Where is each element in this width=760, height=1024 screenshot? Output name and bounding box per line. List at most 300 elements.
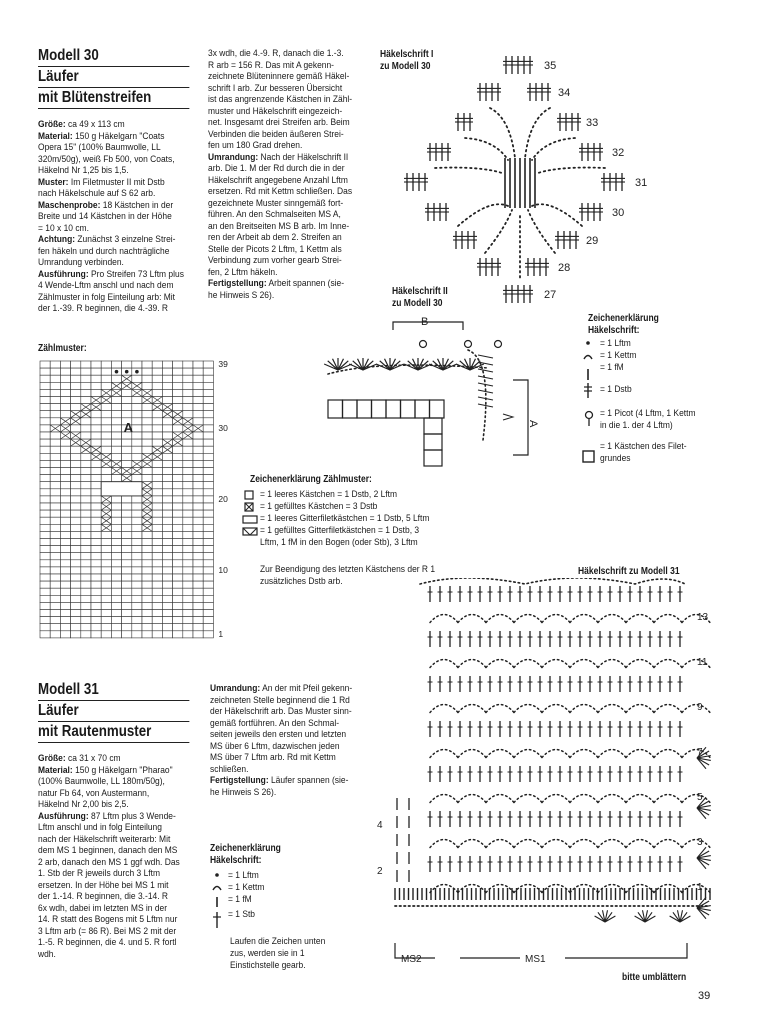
grid-cell	[91, 475, 101, 482]
grid-cell	[50, 468, 60, 475]
grid-cell	[142, 361, 152, 368]
ms2-label: MS2	[401, 954, 422, 965]
grid-cell	[122, 453, 132, 460]
grid-letter-a: A	[123, 420, 134, 435]
model30-col2-line: zeichnete Blüteninnere gemäß Häkel-	[208, 71, 350, 82]
grid-cell	[91, 631, 101, 638]
grid-cell	[101, 553, 111, 560]
model31-heading	[38, 680, 214, 743]
legend31-lftm: = 1 Lftm	[228, 870, 259, 881]
grid-cell	[183, 574, 193, 581]
grid-cell	[60, 567, 70, 574]
grid-cell	[91, 468, 101, 475]
chart1-row-number: 29	[586, 235, 599, 247]
grid-cell	[183, 624, 193, 631]
grid-cell	[173, 503, 183, 510]
chart31-row-number-left: 2	[377, 866, 383, 877]
chain-arch	[430, 615, 458, 623]
grid-cell	[111, 453, 121, 460]
grid-cell	[122, 595, 132, 602]
grid-cell	[91, 588, 101, 595]
legend-picot-2: in die 1. der 4 Lftm)	[600, 420, 673, 431]
grid-cell	[71, 567, 81, 574]
grid-cell	[193, 482, 203, 489]
filet-square	[424, 434, 442, 450]
grid-cell	[71, 468, 81, 475]
legend-dstb: = 1 Dstb	[600, 384, 632, 395]
grid-cell	[50, 482, 60, 489]
grid-cell	[50, 539, 60, 546]
legend31-note-1: Laufen die Zeichen unten	[230, 936, 326, 947]
chain-arch	[514, 660, 542, 668]
grid-cell	[162, 581, 172, 588]
grid-cell	[111, 610, 121, 617]
chain-arch	[458, 615, 486, 623]
model31-col2-line: MS über 7 Lftm arb. Rd mit Kettm	[210, 752, 336, 763]
grid-cell	[152, 602, 162, 609]
grid-cell	[203, 382, 213, 389]
model31-col1-line: 14. R statt des Bogens mit 5 Lftm nur	[38, 914, 178, 925]
grid-cell	[203, 411, 213, 418]
top-border	[420, 578, 685, 584]
grid-cell	[71, 631, 81, 638]
model30-col1-line: Zählmuster in folg Einteilung arb: Mit	[38, 291, 176, 303]
legend-zaehl-texts	[260, 489, 429, 549]
chart1-row-number: 34	[558, 87, 571, 99]
grid-cell	[193, 539, 203, 546]
legend-title-line2: Häkelschrift:	[588, 325, 640, 336]
grid-cell	[162, 375, 172, 382]
grid-cell	[81, 602, 91, 609]
legend31-stb: = 1 Stb	[228, 909, 255, 920]
grid-cell	[81, 425, 91, 432]
grid-cell	[193, 397, 203, 404]
filet-square	[328, 400, 343, 418]
chain-arc	[465, 138, 508, 160]
grid-cell	[101, 567, 111, 574]
model30-col1-line: Breite und 14 Kästchen in der Höhe	[38, 211, 172, 222]
grid-cell	[50, 382, 60, 389]
grid-cell	[122, 460, 132, 467]
grid-cell	[142, 446, 152, 453]
model30-col2-line: net. Insgesamt drei Streifen arb. Beim	[208, 117, 350, 128]
grid-cell	[50, 595, 60, 602]
chain-arch	[598, 795, 626, 803]
grid-cell	[142, 432, 152, 439]
model31-col1-line: dem MS 1 beginnen, danach den MS	[38, 845, 178, 856]
legend31-kettm: = 1 Kettm	[228, 882, 265, 893]
grid-cell	[101, 531, 111, 538]
legend-fm: = 1 fM	[600, 362, 624, 373]
chart31-title: Häkelschrift zu Modell 31	[578, 566, 680, 577]
grid-cell	[122, 581, 132, 588]
grid-cell	[71, 397, 81, 404]
grid-cell	[152, 617, 162, 624]
grid-cell	[81, 389, 91, 396]
grid-cell	[81, 588, 91, 595]
grid-cell	[152, 432, 162, 439]
grid-cell	[40, 397, 50, 404]
model30-col1-line: 4 Wende-Lftm anschl und nach dem	[38, 280, 174, 291]
model31-text-col1	[38, 753, 180, 960]
grid-cell	[162, 617, 172, 624]
grid-cell	[203, 375, 213, 382]
model31-title-line2: mit Rautenmuster	[38, 722, 189, 743]
grid-cell	[101, 368, 111, 375]
chain-arc	[532, 138, 575, 160]
grid-cell	[203, 361, 213, 368]
grid-cell	[142, 581, 152, 588]
model31-col2-line: gemäß fortführen. An den Schmal-	[210, 717, 340, 729]
grid-cell	[111, 496, 121, 503]
grid-cell	[142, 617, 152, 624]
grid-cell	[111, 574, 121, 581]
legend-symbols-30	[580, 336, 600, 476]
grid-cell	[173, 368, 183, 375]
grid-cell	[173, 595, 183, 602]
grid-cell	[193, 553, 203, 560]
grid-cell	[173, 617, 183, 624]
grid-cell	[173, 404, 183, 411]
legend-zaehl-lattice-filled-2: Lftm, 1 fM in den Bogen (oder Stb), 3 Lftm	[260, 537, 418, 548]
grid-cell	[142, 382, 152, 389]
grid-cell	[81, 503, 91, 510]
grid-cell	[142, 368, 152, 375]
grid-cell	[132, 510, 142, 517]
grid-cell	[122, 531, 132, 538]
grid-cell	[193, 581, 203, 588]
grid-cell	[132, 595, 142, 602]
grid-cell	[122, 588, 132, 595]
grid-cell	[111, 411, 121, 418]
grid-cell	[71, 475, 81, 482]
grid-cell	[162, 510, 172, 517]
grid-cell	[183, 524, 193, 531]
model31-col2-line: zeichneten Stelle beginnend die 1 Rd	[210, 694, 350, 706]
grid-cell	[183, 361, 193, 368]
note-line1: Zur Beendigung des letzten Kästchens der R 1	[260, 564, 436, 575]
grid-cell	[203, 397, 213, 404]
chart1-row-number: 28	[558, 262, 571, 274]
grid-cell	[122, 546, 132, 553]
grid-cell	[132, 361, 142, 368]
legend-lftm: = 1 Lftm	[600, 338, 631, 349]
grid-cell	[193, 574, 203, 581]
model30-heading	[38, 46, 188, 109]
grid-cell	[193, 468, 203, 475]
chain-arch	[626, 840, 654, 848]
grid-cell	[81, 531, 91, 538]
model30-col2-line: schrift I arb. Zur besseren Übersicht	[208, 82, 343, 94]
grid-cell	[91, 389, 101, 396]
grid-cell	[193, 368, 203, 375]
filet-square	[424, 450, 442, 466]
grid-cell	[152, 375, 162, 382]
grid-cell	[91, 432, 101, 439]
edge-stitch	[478, 369, 493, 372]
chain-arc	[485, 210, 512, 253]
grid-cell	[152, 574, 162, 581]
grid-cell	[132, 375, 142, 382]
grid-cell	[152, 468, 162, 475]
grid-cell	[183, 375, 193, 382]
chain-arch	[570, 750, 598, 758]
grid-cell	[132, 425, 142, 432]
model31-col1-line: 1. Stb der R jeweils durch 3 Lftm	[38, 868, 161, 879]
grid-cell	[60, 631, 70, 638]
model31-col1-line: der 1.-14. R beginnen, die 3.-14. R	[38, 891, 169, 902]
grid-cell	[152, 560, 162, 567]
grid-cell	[101, 361, 111, 368]
model31-col1-line: nach der Häkelschrift weiterarb: Mit	[38, 833, 171, 845]
fan-stitch	[363, 361, 373, 370]
grid-cell	[193, 560, 203, 567]
legend-model31	[210, 843, 293, 867]
grid-cell	[183, 553, 193, 560]
grid-cell	[81, 574, 91, 581]
grid-cell	[71, 517, 81, 524]
chart31-row-number: 13	[697, 612, 709, 623]
grid-cell	[91, 553, 101, 560]
grid-cell	[50, 404, 60, 411]
grid-cell	[183, 439, 193, 446]
grid-cell	[203, 574, 213, 581]
grid-cell	[50, 531, 60, 538]
grid-cell	[71, 560, 81, 567]
grid-cell	[203, 546, 213, 553]
grid-cell	[183, 460, 193, 467]
grid-cell	[173, 397, 183, 404]
grid-cell	[122, 617, 132, 624]
grid-cell	[132, 446, 142, 453]
grid-cell	[142, 539, 152, 546]
grid-cell	[132, 496, 142, 503]
legend31-note-3: Einstichstelle gearb.	[230, 960, 306, 971]
grid-cell	[132, 411, 142, 418]
grid-cell	[162, 546, 172, 553]
grid-cell	[193, 382, 203, 389]
grid-cell	[122, 567, 132, 574]
grid-cell	[142, 468, 152, 475]
grid-cell	[91, 368, 101, 375]
grid-cell	[50, 560, 60, 567]
legend-zaehl-lattice-filled: = 1 gefülltes Gitterfiletkästchen = 1 Dstb, 3	[260, 525, 420, 536]
grid-cell	[40, 610, 50, 617]
model30-col1-line: Häkelnd Nr 1,25 bis 1,5.	[38, 165, 129, 176]
filet-square	[372, 400, 387, 418]
grid-cell	[60, 375, 70, 382]
grid-cell	[81, 453, 91, 460]
chain-arch	[486, 750, 514, 758]
grid-cell	[81, 460, 91, 467]
chain-arch	[458, 660, 486, 668]
grid-cell	[173, 610, 183, 617]
grid-cell	[71, 588, 81, 595]
chain-arch	[598, 840, 626, 848]
grid-cell	[193, 546, 203, 553]
grid-cell	[71, 375, 81, 382]
grid-cell	[91, 524, 101, 531]
grid-cell	[40, 531, 50, 538]
fan-stitch	[460, 361, 470, 370]
grid-cell	[60, 617, 70, 624]
grid-cell	[173, 546, 183, 553]
chain-arch	[570, 795, 598, 803]
grid-cell	[203, 432, 213, 439]
legend-chart30	[588, 313, 748, 337]
grid-cell	[173, 560, 183, 567]
grid-cell	[132, 617, 142, 624]
model30-col1-line: Maschenprobe: 18 Kästchen in der	[38, 199, 174, 211]
grid-cell	[183, 368, 193, 375]
grid-cell	[71, 524, 81, 531]
grid-cell	[142, 560, 152, 567]
grid-cell	[40, 560, 50, 567]
chain-arch	[430, 660, 458, 668]
grid-cell	[71, 503, 81, 510]
grid-cell	[91, 411, 101, 418]
grid-cell	[173, 361, 183, 368]
grid-cell	[60, 439, 70, 446]
grid-cell	[81, 524, 91, 531]
grid-cell	[91, 382, 101, 389]
grid-cell	[152, 503, 162, 510]
grid-cell	[71, 531, 81, 538]
grid-cell	[152, 489, 162, 496]
chain-arc	[435, 168, 502, 173]
grid-cell	[183, 588, 193, 595]
grid-cell	[91, 624, 101, 631]
grid-cell	[193, 567, 203, 574]
fan-stitch	[338, 361, 348, 370]
grid-cell	[60, 475, 70, 482]
grid-cell	[152, 567, 162, 574]
grid-cell	[203, 581, 213, 588]
grid-cell	[40, 588, 50, 595]
model30-title-line1: Läufer	[38, 67, 189, 88]
grid-cell	[193, 631, 203, 638]
grid-cell	[132, 581, 142, 588]
grid-cell	[142, 418, 152, 425]
grid-cell	[50, 475, 60, 482]
grid-cell	[142, 567, 152, 574]
grid-cell	[132, 539, 142, 546]
grid-cell	[60, 539, 70, 546]
grid-cell	[81, 581, 91, 588]
grid-cell	[71, 610, 81, 617]
chain-arch	[654, 615, 682, 623]
chain-arch	[542, 705, 570, 713]
grid-cell	[203, 567, 213, 574]
grid-cell	[173, 531, 183, 538]
chart31-row-number: 5	[697, 792, 703, 803]
grid-cell	[40, 602, 50, 609]
grid-cell	[203, 553, 213, 560]
grid-cell	[91, 439, 101, 446]
grid-cell	[152, 517, 162, 524]
grid-cell	[142, 475, 152, 482]
grid-cell	[40, 489, 50, 496]
chain-arch	[626, 615, 654, 623]
grid-cell	[40, 418, 50, 425]
grid-cell	[71, 546, 81, 553]
grid-cell	[60, 560, 70, 567]
grid-cell	[40, 595, 50, 602]
chain-arch	[654, 705, 682, 713]
grid-cell	[162, 610, 172, 617]
grid-cell	[193, 524, 203, 531]
page-number: 39	[698, 990, 711, 1002]
grid-row-number: 30	[218, 422, 228, 433]
grid-cell	[81, 539, 91, 546]
legend31-title-line1: Zeichenerklärung	[210, 843, 281, 854]
grid-cell	[40, 453, 50, 460]
grid-cell	[183, 411, 193, 418]
grid-cell	[60, 389, 70, 396]
grid-cell	[173, 446, 183, 453]
model30-col2-line: arb. Die 1. M der Rd durch die in der	[208, 163, 345, 174]
grid-cell	[60, 610, 70, 617]
grid-cell	[162, 382, 172, 389]
grid-cell	[111, 602, 121, 609]
grid-cell	[162, 503, 172, 510]
grid-cell	[111, 510, 121, 517]
grid-cell	[111, 446, 121, 453]
grid-cell	[40, 553, 50, 560]
grid-cell	[142, 546, 152, 553]
grid-cell	[203, 560, 213, 567]
grid-cell	[60, 411, 70, 418]
grid-cell	[162, 631, 172, 638]
chart1-row-number: 31	[635, 177, 648, 189]
grid-cell	[162, 595, 172, 602]
chain-arch	[514, 705, 542, 713]
legend-zaehl-filled: = 1 gefülltes Kästchen = 3 Dstb	[260, 501, 378, 512]
grid-cell	[122, 404, 132, 411]
grid-cell	[183, 475, 193, 482]
filet-square	[424, 418, 442, 434]
chain-arch	[486, 660, 514, 668]
grid-cell	[40, 574, 50, 581]
grid-cell	[60, 404, 70, 411]
grid-cell	[60, 382, 70, 389]
grid-cell	[81, 475, 91, 482]
grid-cell	[193, 595, 203, 602]
turn-page-note: bitte umblättern	[622, 972, 687, 983]
grid-cell	[203, 460, 213, 467]
grid-cell	[71, 602, 81, 609]
grid-cell	[81, 418, 91, 425]
chain-arch	[598, 705, 626, 713]
grid-cell	[122, 446, 132, 453]
grid-cell	[111, 375, 121, 382]
chain-arc	[525, 108, 550, 158]
grid-cell	[40, 404, 50, 411]
chain-arch	[682, 840, 710, 848]
grid-cell	[193, 510, 203, 517]
chain-arch	[570, 705, 598, 713]
grid-cell	[71, 482, 81, 489]
grid-cell	[142, 574, 152, 581]
grid-cell	[101, 418, 111, 425]
grid-cell	[132, 624, 142, 631]
grid-cell	[162, 425, 172, 432]
grid-cell	[111, 418, 121, 425]
grid-cell	[183, 468, 193, 475]
grid-cell	[91, 602, 101, 609]
grid-cell	[81, 624, 91, 631]
grid-cell	[193, 375, 203, 382]
